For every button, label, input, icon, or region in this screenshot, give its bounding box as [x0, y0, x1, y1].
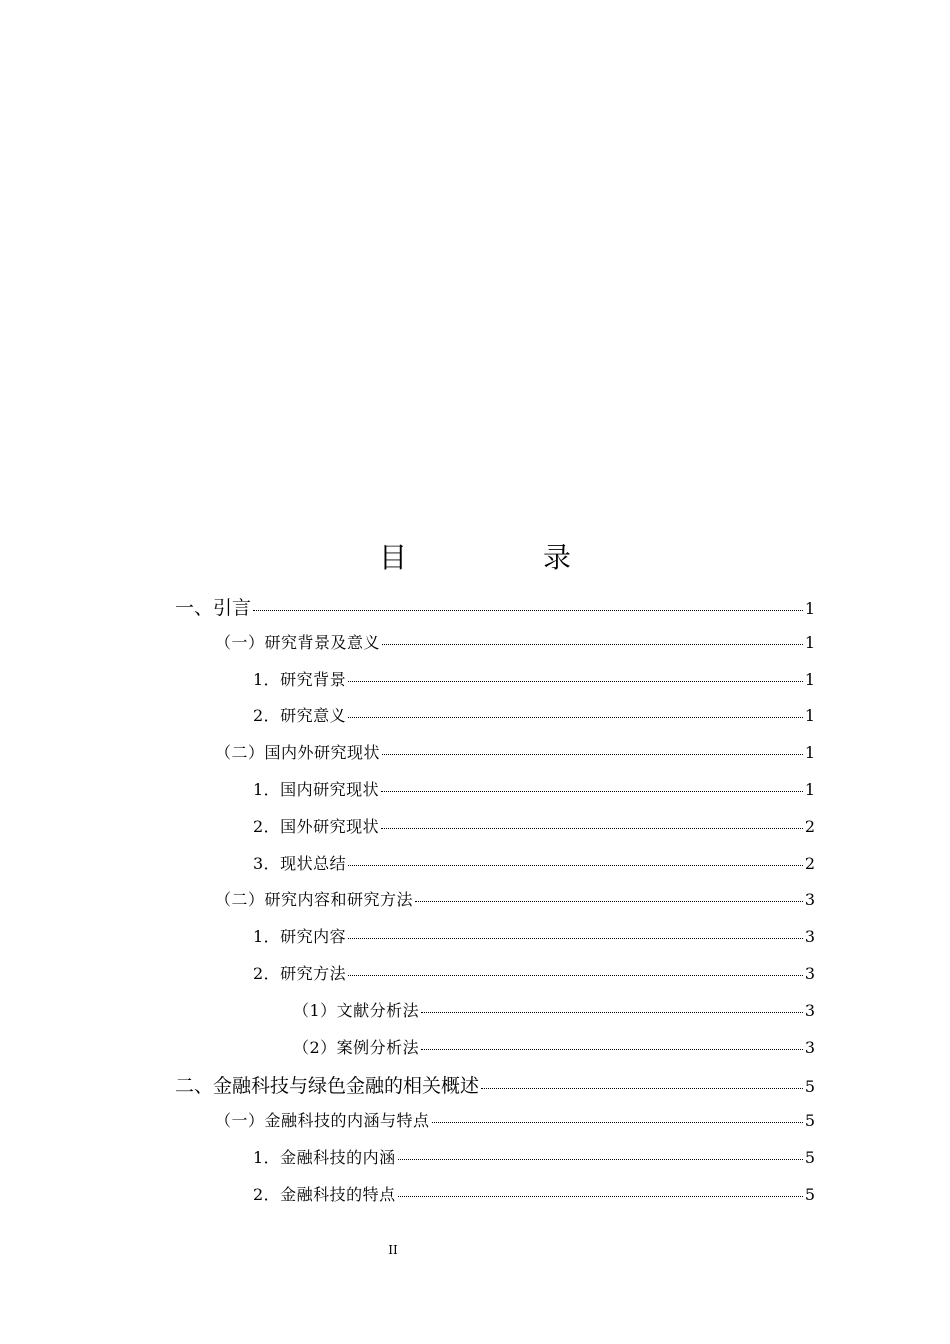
dot-leader [348, 865, 803, 866]
toc-entry-page: 1 [804, 780, 815, 799]
dot-leader [381, 791, 803, 792]
toc-entry-label: （1）文献分析法 [293, 1000, 420, 1020]
toc-entry-label: 3．现状总结 [253, 853, 347, 873]
toc-entry-label: 2．金融科技的特点 [253, 1184, 396, 1204]
dot-leader [253, 610, 803, 611]
toc-entry[interactable] [215, 887, 815, 917]
dot-leader [421, 1049, 803, 1050]
toc-entry-label: 二、金融科技与绿色金融的相关概述 [175, 1075, 480, 1098]
toc-entry-page: 5 [804, 1148, 815, 1167]
dot-leader [398, 1159, 803, 1160]
toc-entry[interactable] [293, 1035, 815, 1065]
toc-entry-label: 2．研究意义 [253, 706, 347, 726]
toc-entry-page: 1 [804, 706, 815, 726]
toc-entry-label: （2）案例分析法 [293, 1037, 420, 1057]
toc-entry-page: 5 [804, 1111, 815, 1131]
toc-entry[interactable] [253, 1182, 815, 1212]
toc-entry-page: 2 [804, 853, 815, 873]
toc-entry-page: 3 [804, 964, 815, 983]
toc-entry-page: 5 [804, 1077, 815, 1097]
toc-entry-label: （一）研究背景及意义 [215, 632, 381, 652]
dot-leader [382, 754, 803, 755]
toc-entry-page: 3 [804, 1037, 815, 1057]
toc-entry[interactable] [293, 998, 815, 1028]
dot-leader [381, 828, 803, 829]
toc-entry[interactable] [253, 961, 815, 991]
toc-entry-page: 1 [804, 599, 815, 618]
toc-entry-label: 1．研究内容 [253, 927, 347, 947]
toc-entry[interactable] [215, 740, 815, 770]
toc-title: 目 录 [378, 541, 625, 574]
dot-leader [415, 901, 803, 902]
toc-entry[interactable] [175, 1071, 815, 1101]
toc-entry-page: 1 [804, 632, 815, 652]
toc-entry-page: 1 [804, 743, 815, 763]
toc-entry-page: 1 [804, 669, 815, 689]
toc-entry[interactable] [253, 1145, 815, 1175]
toc-entry[interactable] [253, 667, 815, 697]
toc-entry[interactable] [253, 703, 815, 733]
dot-leader [348, 717, 803, 718]
toc-entry-label: （一）金融科技的内涵与特点 [215, 1111, 430, 1131]
dot-leader [348, 681, 803, 682]
dot-leader [421, 1012, 803, 1013]
toc-entry-label: 1．金融科技的内涵 [253, 1148, 396, 1167]
toc-entry[interactable] [175, 593, 815, 623]
dot-leader [481, 1088, 803, 1089]
toc-entry-page: 3 [804, 1000, 815, 1020]
toc-entry-label: 1．研究背景 [253, 669, 347, 689]
toc-entry-page: 5 [804, 1184, 815, 1204]
dot-leader [432, 1122, 803, 1123]
toc-entry[interactable] [253, 851, 815, 881]
dot-leader [348, 938, 803, 939]
toc-entry-page: 2 [804, 816, 815, 836]
dot-leader [398, 1196, 803, 1197]
toc-entry-page: 3 [804, 890, 815, 910]
page-number: II [388, 1243, 398, 1257]
toc-entry-label: 2．研究方法 [253, 964, 347, 983]
dot-leader [382, 644, 803, 645]
toc-entry-label: 2．国外研究现状 [253, 816, 380, 836]
toc-entry[interactable] [215, 630, 815, 660]
dot-leader [348, 975, 803, 976]
toc-entry[interactable] [253, 924, 815, 954]
toc-entry-label: （二）国内外研究现状 [215, 743, 381, 763]
toc-entry-page: 3 [804, 927, 815, 947]
toc-entry-label: 1．国内研究现状 [253, 780, 380, 799]
toc-entry[interactable] [253, 814, 815, 844]
toc-entry[interactable] [215, 1108, 815, 1138]
toc-entry-label: 一、引言 [175, 597, 252, 619]
toc-entry[interactable] [253, 777, 815, 807]
toc-entry-label: （二）研究内容和研究方法 [215, 890, 414, 910]
